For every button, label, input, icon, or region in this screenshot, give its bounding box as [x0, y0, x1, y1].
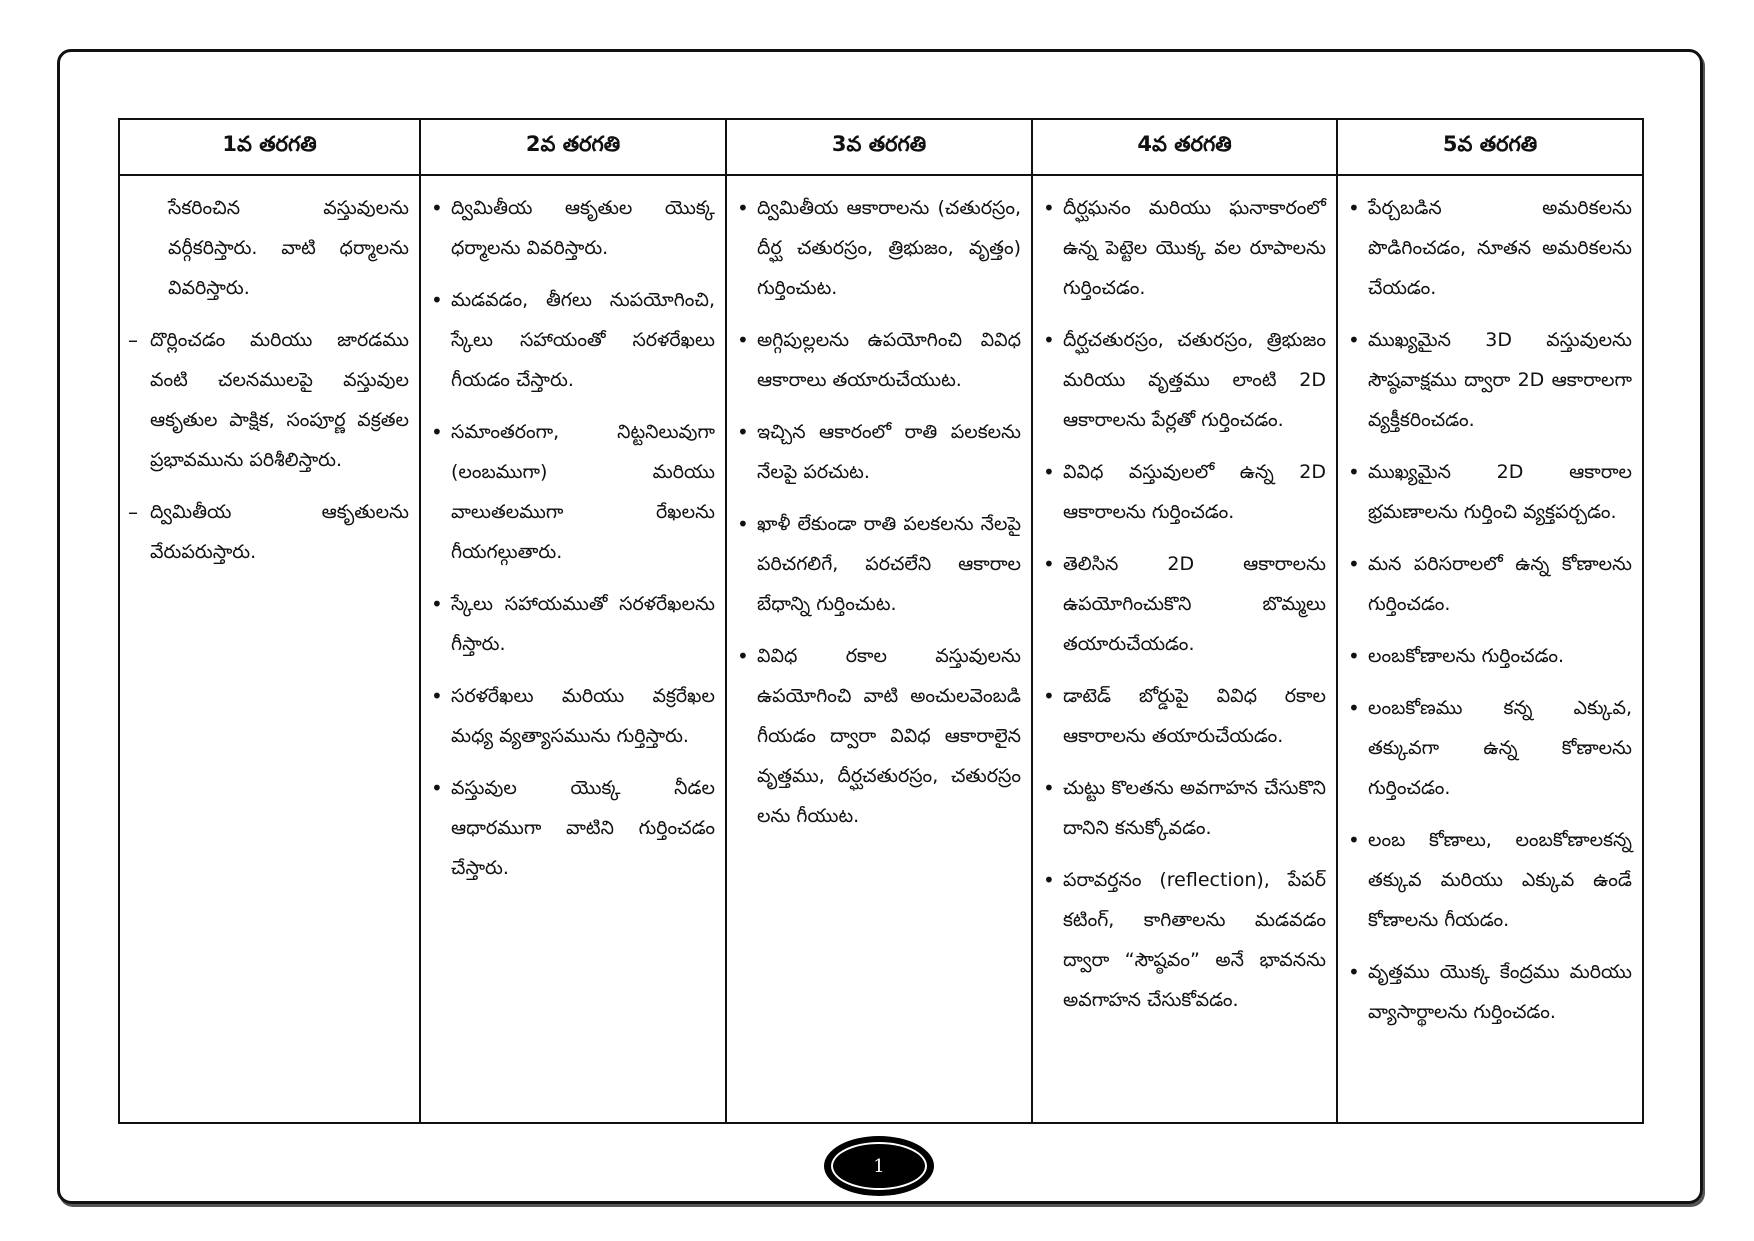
list-item: • లంబకోణము కన్న ఎక్కువ, తక్కువగా ఉన్న కోణాలను గుర్తించడం.	[1346, 688, 1632, 808]
list-item: • అగ్గిపుల్లలను ఉపయోగించి వివిధ ఆకారాలు తయారుచేయుట.	[735, 320, 1021, 400]
class-4-cell	[1032, 175, 1337, 1123]
list-item: • ఇచ్చిన ఆకారంలో రాతి పలకలను నేలపై పరచుట.	[735, 412, 1021, 492]
list-item: • వివిధ వస్తువులలో ఉన్న 2D ఆకారాలను గుర్తించడం.	[1041, 452, 1326, 532]
list-item: • తెలిసిన 2D ఆకారాలను ఉపయోగించుకొని బొమ్మలు తయారుచేయడం.	[1041, 544, 1326, 664]
list-item: – దొర్లించడం మరియు జారడము వంటి చలనములపై వస్తువుల ఆకృతుల పాక్షిక, సంపూర్ణ వక్రతల ప్రభావమును పరిశీలిస్తారు.	[128, 320, 409, 480]
list-item: – ద్విమితీయ ఆకృతులను వేరుపరుస్తారు.	[128, 492, 409, 572]
header-class-4: 4వ తరగతి	[1032, 119, 1337, 175]
class-5-cell	[1337, 175, 1643, 1123]
class-3-cell	[726, 175, 1032, 1123]
list-item: • పరావర్తనం (reflection), పేపర్ కటింగ్, కాగితాలను మడవడం ద్వారా “సౌష్ఠవం” అనే భావనను అవగాహన చేసుకోవడం.	[1041, 860, 1326, 1020]
header-row	[119, 119, 1643, 175]
list-item: • వృత్తము యొక్క కేంద్రము మరియు వ్యాసార్థాలను గుర్తించడం.	[1346, 952, 1632, 1032]
list-item: • పేర్చబడిన అమరికలను పొడిగించడం, నూతన అమరికలను చేయడం.	[1346, 188, 1632, 308]
list-item: • దీర్ఘఘనం మరియు ఘనాకారంలో ఉన్న పెట్టెల యొక్క వల రూపాలను గుర్తించడం.	[1041, 188, 1326, 308]
content-row	[119, 175, 1643, 1123]
list-item: • లంబకోణాలను గుర్తించడం.	[1346, 636, 1632, 676]
list-item: • సమాంతరంగా, నిట్టనిలువుగా (లంబముగా) మరియు వాలుతలముగా రేఖలను గీయగల్గుతారు.	[429, 412, 715, 572]
list-item: • ముఖ్యమైన 2D ఆకారాల భ్రమణాలను గుర్తించి వ్యక్తపర్చడం.	[1346, 452, 1632, 532]
list-item: • దీర్ఘచతురస్రం, చతురస్రం, త్రిభుజం మరియు వృత్తము లాంటి 2D ఆకారాలను పేర్లతో గుర్తించడం.	[1041, 320, 1326, 440]
page-number: 1	[831, 1142, 927, 1190]
list-item: • ద్విమితీయ ఆకారాలను (చతురస్రం, దీర్ఘ చతురస్రం, త్రిభుజం, వృత్తం) గుర్తించుట.	[735, 188, 1021, 308]
list-item: • లంబ కోణాలు, లంబకోణాలకన్న తక్కువ మరియు ఎక్కువ ఉండే కోణాలను గీయడం.	[1346, 820, 1632, 940]
class-2-cell	[420, 175, 726, 1123]
list-item: • ముఖ్యమైన 3D వస్తువులను సౌష్ఠవాక్షము ద్వారా 2D ఆకారాలగా వ్యక్తీకరించడం.	[1346, 320, 1632, 440]
header-class-1: 1వ తరగతి	[119, 119, 420, 175]
list-item: • డాటెడ్ బోర్డుపై వివిధ రకాల ఆకారాలను తయారుచేయడం.	[1041, 676, 1326, 756]
list-item: • ద్విమితీయ ఆకృతుల యొక్క ధర్మాలను వివరిస్తారు.	[429, 188, 715, 268]
header-class-5: 5వ తరగతి	[1337, 119, 1643, 175]
curriculum-table	[118, 118, 1644, 1124]
list-item: • మడవడం, తీగలు నుపయోగించి, స్కేలు సహాయంతో సరళరేఖలు గీయడం చేస్తారు.	[429, 280, 715, 400]
list-item: • స్కేలు సహాయముతో సరళరేఖలను గీస్తారు.	[429, 584, 715, 664]
header-class-2: 2వ తరగతి	[420, 119, 726, 175]
class-1-cell	[119, 175, 420, 1123]
list-item: • సరళరేఖలు మరియు వక్రరేఖల మధ్య వ్యత్యాసమును గుర్తిస్తారు.	[429, 676, 715, 756]
list-item: • మన పరిసరాలలో ఉన్న కోణాలను గుర్తించడం.	[1346, 544, 1632, 624]
list-item: సేకరించిన వస్తువులను వర్గీకరిస్తారు. వాటి ధర్మాలను వివరిస్తారు.	[168, 197, 409, 299]
header-class-3: 3వ తరగతి	[726, 119, 1032, 175]
list-item: • వస్తువుల యొక్క నీడల ఆధారముగా వాటిని గుర్తించడం చేస్తారు.	[429, 768, 715, 888]
list-item: • ఖాళీ లేకుండా రాతి పలకలను నేలపై పరిచగలిగే, పరచలేని ఆకారాల బేధాన్ని గుర్తించుట.	[735, 504, 1021, 624]
list-item: • చుట్టు కొలతను అవగాహన చేసుకొని దానిని కనుక్కోవడం.	[1041, 768, 1326, 848]
list-item: • వివిధ రకాల వస్తువులను ఉపయోగించి వాటి అంచులవెంబడి గీయడం ద్వారా వివిధ ఆకారాలైన వృత్తము, దీర్ఘచతురస్రం, చతురస్రం లను గీయుట.	[735, 636, 1021, 836]
page-number-badge	[824, 1136, 934, 1196]
